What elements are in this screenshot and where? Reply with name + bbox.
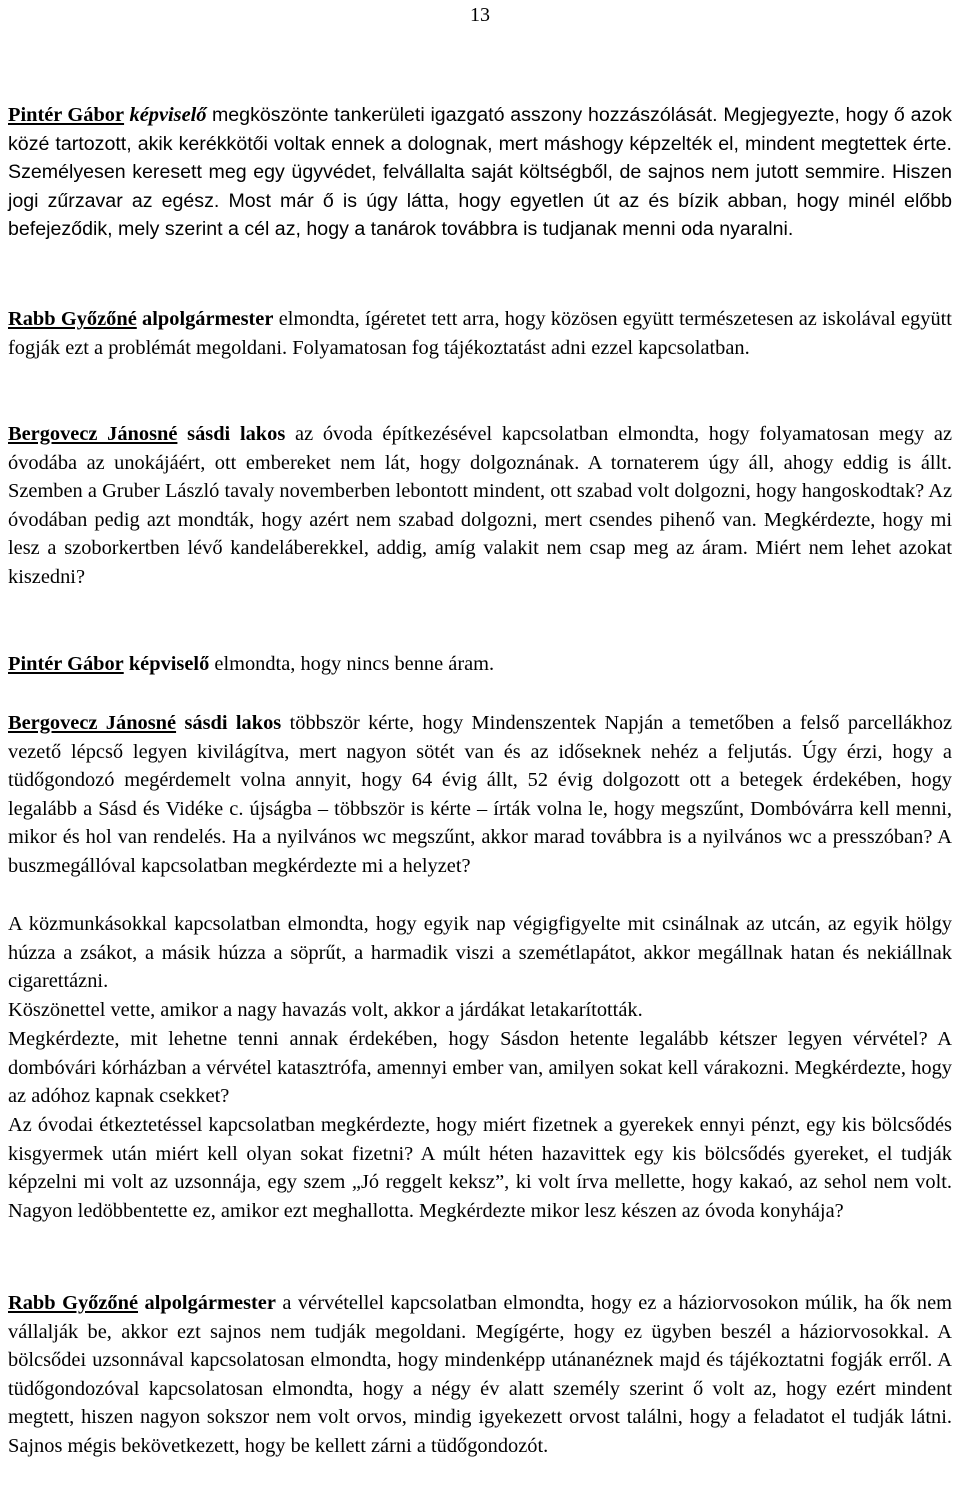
paragraph-pinter-2 [8,650,952,679]
speaker-name: Bergovecz Jánosné [8,423,178,445]
paragraph-vervetel [8,1025,952,1111]
speaker-name: Rabb Győzőné [8,1292,139,1314]
speaker-role: alpolgármester [142,308,274,330]
paragraph-bergovecz-2 [8,709,952,881]
speaker-name: Bergovecz Jánosné [8,712,177,734]
paragraph-text: Köszönettel vette, amikor a nagy havazás volt, akkor a járdákat letakarították. [8,999,643,1021]
paragraph-text: megköszönte tankerületi igazgató asszony hozzászólását. Megjegyezte, hogy ő azok közé tartozott, akik kerékkötői voltak ennek a dolognak, mert máshogy képzelték el, mindent megtettek érte. [8,104,952,155]
paragraph-rabb-2 [8,1289,952,1461]
speaker-role: alpolgármester [144,1292,276,1314]
paragraph-text: A közmunkásokkal kapcsolatban elmondta, hogy egyik nap végigfigyelte mit csinálnak az utcán, az egyik hölgy húzza a zsákot, a másik húzza a söprűt, a harmadik viszi a szemétlapátot, akkor megállnak hatan és nekiállnak cigarettázni. [8,913,952,993]
paragraph-havazas [8,996,952,1025]
speaker-name: Pintér Gábor [8,653,124,675]
speaker-role: képviselő [128,653,210,675]
paragraph-text: Megkérdezte, mit lehetne tenni annak érdekében, hogy Sásdon hetente legalább kétszer legyen vérvétel? A dombóvári kórházban a vérvétel katasztrófa, amennyi ember van, amilyen sokat kell várakozni. Megkérdezte, hogy az adóhoz kapnak csekket? [8,1028,952,1108]
paragraph-text: elmondta, hogy nincs benne áram. [214,653,495,675]
paragraph-text: a vérvétellel kapcsolatban elmondta, hogy ez a háziorvosokon múlik, ha ők nem vállalják be, akkor ezt sajnos nem tudják megoldani. Megígérte, hogy ez ügyben beszél a háziorvosokkal. A bölcsődei uzsonnával kapcsolatosan elmondta, hogy mindenképp utánanéznek majd és tájékoztatni fogják erről. A tüdőgondozóval kapcsolatosan elmondta, hogy a négy év alatt személy szerint ő volt az, hogy ezért mindent megtett, hiszen nagyon sokszor nem volt orvos, mindig igyekezett orvost találni, hogy a feladatot el tudják látni. Sajnos mégis bekövetkezett, hogy be kellett zárni a tüdőgondozót. [8,1292,952,1457]
paragraph-text: az óvoda építkezésével kapcsolatban elmondta, hogy folyamatosan megy az óvodába az unokájáért, ott embereket nem lát, hogy dolgoznának. A tornaterem úgy áll, ahogy eddig is állt. Szemben a Gruber László tavaly novemberben lebontott mindent, ott szabad volt dolgozni, hogy hangoskodtak? Az óvodában pedig azt mondták, hogy azért nem szabad dolgozni, mert csendes pihenő van. Megkérdezte, hogy mi lesz a szoborkertben lévő kandeláberekkel, addig, amíg valakit nem csap meg az áram. Miért nem lehet azokat kiszedni? [8,423,952,588]
paragraph-text: Az óvodai étkeztetéssel kapcsolatban megkérdezte, hogy miért fizetnek a gyerekek ennyi pénzt, egy kis bölcsődés kisgyermek után miért kell olyan sokat fizetni? A múlt héten hazavittek egy kis bölcsődés gyereket, el tudják képzelni mi volt az uzsonnája, egy szem „Jó reggelt keksz”, ki volt írva mellette, hogy kakaó, az sehol nem volt. Nagyon ledöbbentette ez, amikor ezt meghallotta. Megkérdezte mikor lesz készen az óvoda konyhája? [8,1114,952,1222]
speaker-name: Pintér Gábor [8,104,125,126]
paragraph-bergovecz-1 [8,420,952,592]
page-number: 13 [470,4,490,26]
paragraph-rabb-1 [8,305,952,362]
paragraph-ovodai-etkeztetes [8,1111,952,1225]
paragraph-text: elmondta, ígéretet tett arra, hogy közösen együtt természetesen az iskolával együtt fogják ezt a problémát megoldani. Folyamatosan fog tájékoztatást adni ezzel kapcsolatban. [8,308,952,359]
paragraph-kozmunkasok [8,910,952,996]
speaker-role: sásdi lakos [187,423,286,445]
speaker-name: Rabb Győzőné [8,308,137,330]
paragraph-text-continued: Személyesen keresett meg egy ügyvédet, felvállalta saját költségből, de sajnos nem jutott semmire. Hiszen jogi zűrzavar az egész. Most már ő is úgy látta, hogy egyetlen út az és bízik abban, hogy minél előbb befejeződik, mely szerint a cél az, hogy a tanárok továbbra is tudjanak menni oda nyaralni. [8,161,952,241]
speaker-role: képviselő [129,104,207,126]
paragraph-pinter-1 [8,101,952,244]
paragraph-text: többször kérte, hogy Mindenszentek Napján a temetőben a felső parcellákhoz vezető lépcső legyen kivilágítva, mert nagyon sötét van és az időseknek nehéz a feljutás. Úgy érzi, hogy a tüdőgondozó megérdemelt volna annyit, hogy 64 évig állt, 52 évig dolgozott ott a betegek érdekében, hogy legalább a Sásd és Vidéke c. újságba – többször is kérte – írták volna le, hogy megszűnt, Dombóvárra kell menni, mikor és hol van rendelés. Ha a nyilvános wc megszűnt, akkor marad továbbra is a nyilvános wc a presszóban? A buszmegállóval kapcsolatban megkérdezte mi a helyzet? [8,712,952,877]
speaker-role: sásdi lakos [184,712,282,734]
